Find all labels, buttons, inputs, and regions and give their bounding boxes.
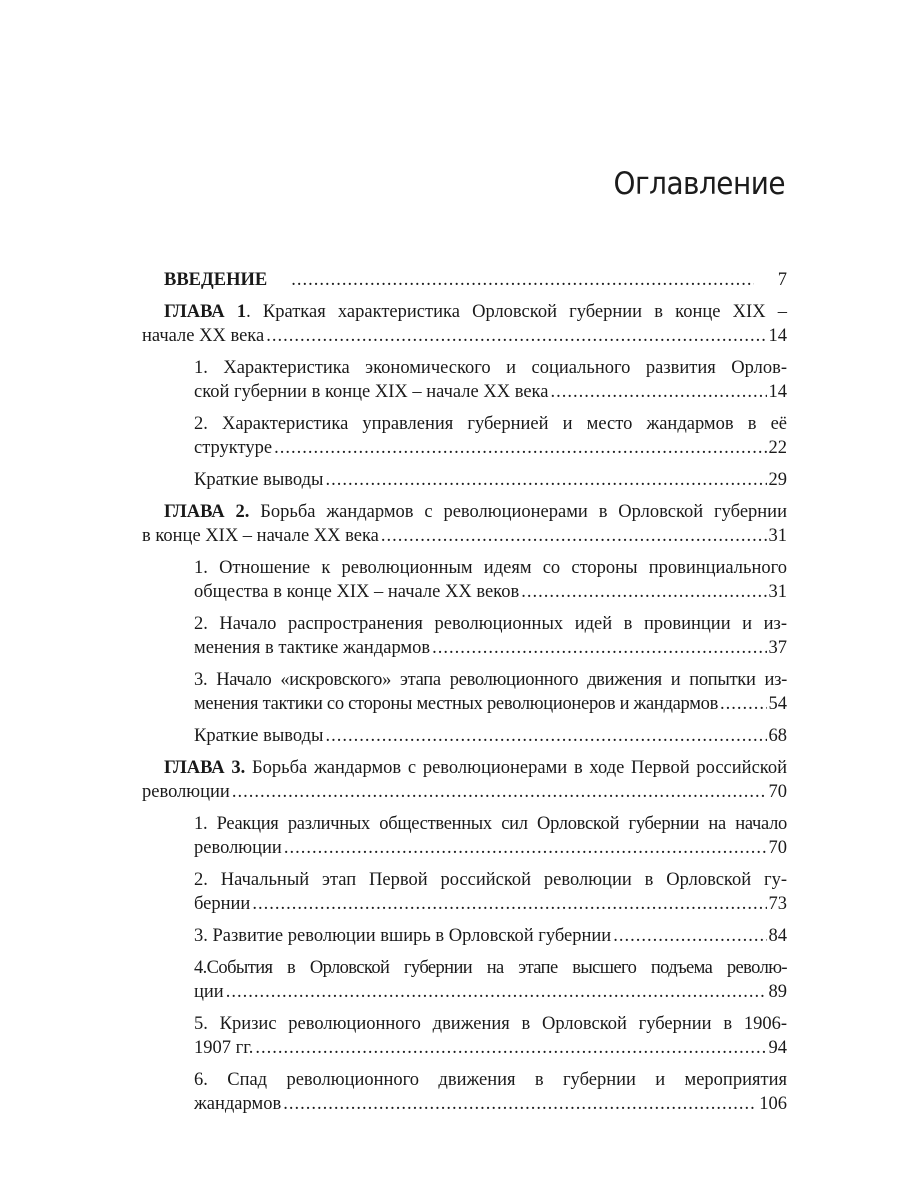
toc-entry-section[interactable] — [194, 412, 787, 460]
page-number: 84 — [768, 926, 787, 946]
toc-entry-chapter-1[interactable] — [142, 300, 787, 348]
page-number: 73 — [768, 894, 787, 914]
chapter-title-cont: революции — [142, 782, 230, 802]
toc-entry-section[interactable] — [194, 1068, 787, 1116]
page-number: 22 — [768, 438, 787, 458]
page-number: 94 — [768, 1038, 787, 1058]
toc-entry-section[interactable] — [194, 668, 787, 716]
page-number: 70 — [768, 838, 787, 858]
page-number: 37 — [768, 638, 787, 658]
dot-leader — [284, 836, 767, 860]
section-title-cont: ской губернии в конце XIX – начале XX века — [194, 382, 549, 402]
page-number: 7 — [777, 270, 787, 290]
section-title-cont: революции — [194, 838, 282, 858]
section-title-cont: общества в конце XIX – начале XX веков — [194, 582, 520, 602]
page-number: 31 — [768, 526, 787, 546]
dot-leader — [325, 724, 766, 748]
toc-entry-chapter-3[interactable] — [142, 756, 787, 804]
section-title: 1. Реакция различных общественных сил Орловской губернии на начало — [194, 814, 787, 834]
section-title: 2. Начальный этап Первой российской революции в Орловской гу- — [194, 870, 787, 890]
chapter-title: Борьба жандармов с революционерами в Орловской губернии — [249, 502, 787, 522]
page-number: 106 — [759, 1094, 787, 1114]
dot-leader — [613, 924, 766, 948]
page-number: 14 — [768, 382, 787, 402]
page-number: 29 — [768, 470, 787, 490]
toc-entry-section[interactable] — [194, 868, 787, 916]
toc-entry-section[interactable] — [194, 1012, 787, 1060]
section-title-cont: ции — [194, 982, 224, 1002]
section-title: 3. Развитие революции вширь в Орловской губернии — [194, 926, 612, 946]
section-title-cont: менения тактики со стороны местных революционеров и жандармов — [194, 694, 719, 714]
dot-leader — [432, 636, 766, 660]
page-number: 31 — [768, 582, 787, 602]
section-title-cont: 1907 гг. — [194, 1038, 254, 1058]
section-title-cont: бернии — [194, 894, 251, 914]
section-title: Краткие выводы — [194, 470, 324, 490]
chapter-title-cont: начале XX века — [142, 326, 265, 346]
toc-entry-summary[interactable] — [194, 468, 787, 492]
page-number: 68 — [768, 726, 787, 746]
section-title: 6. Спад революционного движения в губернии и мероприятия — [194, 1070, 787, 1090]
section-title: 3. Начало «искровского» этапа революционного движения и попытки из- — [194, 670, 787, 690]
page-number: 89 — [768, 982, 787, 1002]
dot-leader — [226, 980, 767, 1004]
section-title-cont: жандармов — [194, 1094, 282, 1114]
dot-leader — [269, 268, 754, 292]
page-number: 54 — [768, 694, 787, 714]
section-title: 5. Кризис революционного движения в Орловской губернии в 1906- — [194, 1014, 787, 1034]
toc-entry-section[interactable] — [194, 612, 787, 660]
chapter-title: . Краткая характеристика Орловской губернии в конце XIX – — [246, 302, 787, 322]
dot-leader — [266, 324, 766, 348]
dot-leader — [521, 580, 766, 604]
toc-entry-chapter-2[interactable] — [142, 500, 787, 548]
section-title-cont: структуре — [194, 438, 273, 458]
table-of-contents — [142, 268, 787, 1124]
dot-leader — [550, 380, 766, 404]
dot-leader — [381, 524, 767, 548]
section-title: 1. Характеристика экономического и социального развития Орлов- — [194, 358, 787, 378]
toc-entry-section[interactable] — [194, 956, 787, 1004]
dot-leader — [252, 892, 766, 916]
toc-label: ВВЕДЕНИЕ — [164, 270, 268, 290]
toc-entry-introduction[interactable] — [142, 268, 787, 292]
dot-leader — [720, 692, 766, 716]
chapter-label: ГЛАВА 2. — [164, 502, 250, 522]
chapter-title: Борьба жандармов с революционерами в ходе Первой российской — [245, 758, 787, 778]
page-number: 14 — [768, 326, 787, 346]
page-number: 70 — [768, 782, 787, 802]
chapter-label: ГЛАВА 3. — [164, 758, 246, 778]
section-title: 2. Характеристика управления губернией и место жандармов в её — [194, 414, 787, 434]
toc-entry-section[interactable] — [194, 356, 787, 404]
dot-leader — [325, 468, 766, 492]
chapter-label: ГЛАВА 1 — [164, 302, 247, 322]
dot-leader — [274, 436, 766, 460]
dot-leader — [283, 1092, 757, 1116]
section-title: 4.События в Орловской губернии на этапе высшего подъема револю- — [194, 958, 787, 978]
toc-entry-section[interactable] — [194, 556, 787, 604]
page-title: Оглавление — [613, 166, 785, 202]
toc-entry-section[interactable] — [194, 812, 787, 860]
section-title: Краткие выводы — [194, 726, 324, 746]
section-title: 1. Отношение к революционным идеям со стороны провинциального — [194, 558, 787, 578]
toc-entry-summary[interactable] — [194, 724, 787, 748]
dot-leader — [232, 780, 767, 804]
chapter-title-cont: в конце XIX – начале XX века — [142, 526, 379, 546]
section-title-cont: менения в тактике жандармов — [194, 638, 431, 658]
section-title: 2. Начало распространения революционных идей в провинции и из- — [194, 614, 787, 634]
toc-entry-section[interactable] — [194, 924, 787, 948]
dot-leader — [255, 1036, 766, 1060]
